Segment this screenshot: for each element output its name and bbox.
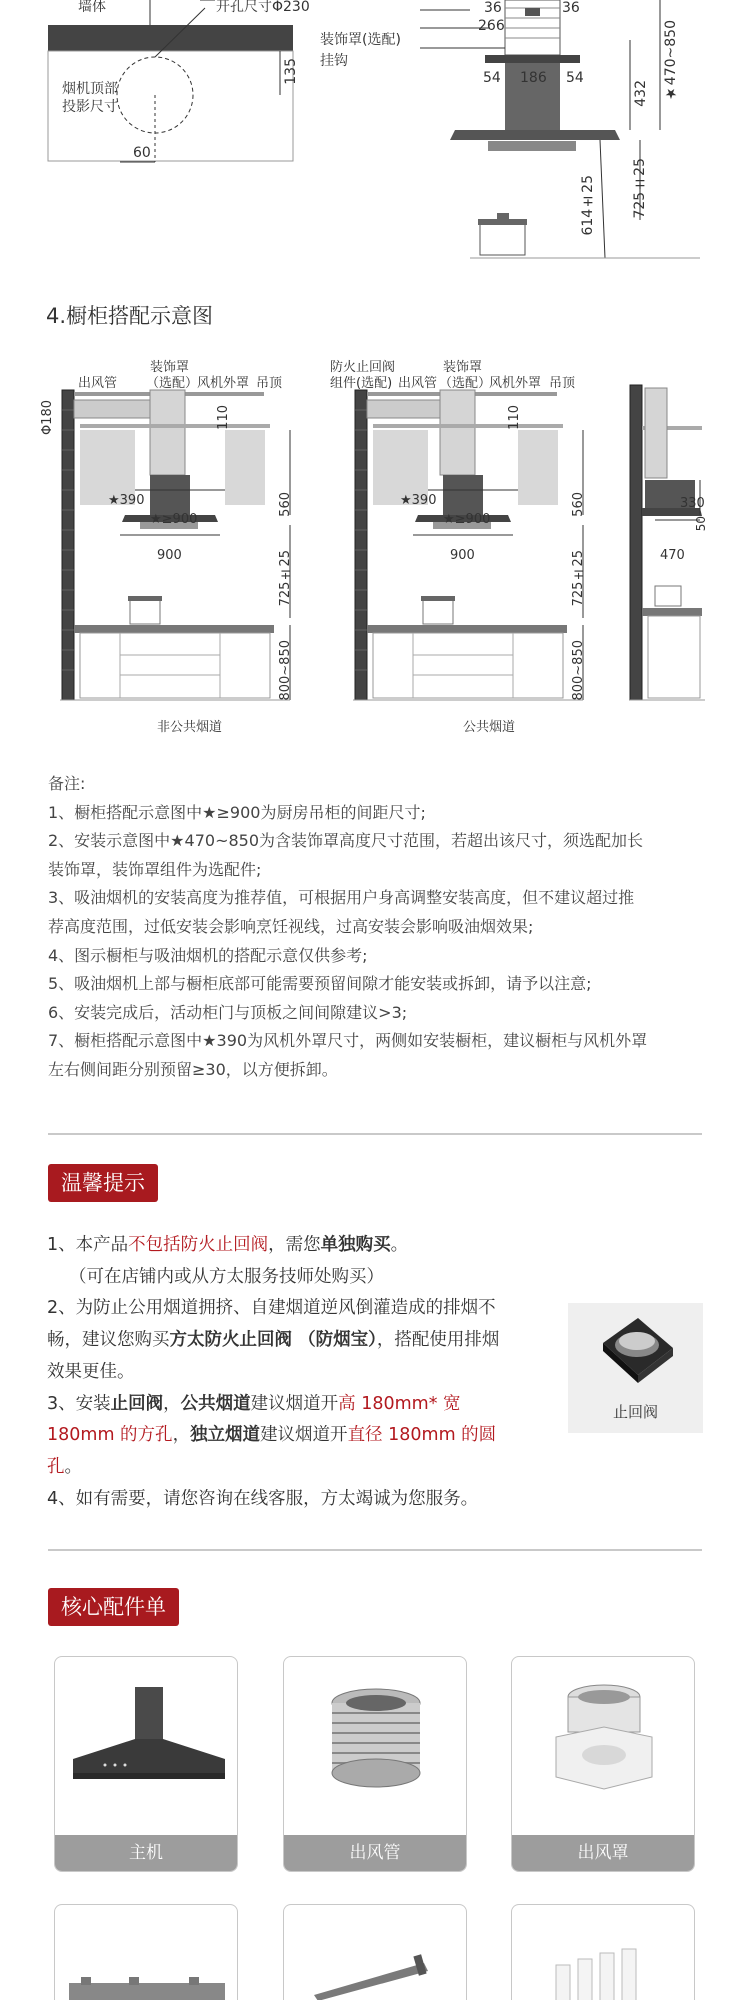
- check-valve-caption: 止回阀: [612, 1403, 658, 1421]
- screw-anchors-icon: [542, 1945, 666, 2000]
- tips-badge: 温馨提示: [48, 1164, 158, 1202]
- duct-hose-icon: [314, 1681, 438, 1801]
- cabinet-diagram-svg: [0, 350, 750, 740]
- note-line-4: 3、吸油烟机的安装高度为推荐值，可根据用户身高调整安装高度，但不建议超过推: [48, 888, 635, 908]
- left-ceiling-label: 吊顶: [256, 376, 283, 391]
- hanging-bar-icon: [304, 1945, 448, 2000]
- dim-614: 614±25: [580, 175, 596, 236]
- right-outlet-pipe-label: 出风管: [398, 376, 438, 391]
- right-cover-label-2: （选配）: [439, 376, 492, 391]
- right-dim-725: 725±25: [571, 550, 586, 607]
- left-caption: 非公共烟道: [157, 720, 223, 735]
- dim-36a: 36: [484, 0, 502, 16]
- notes-block: [48, 770, 703, 1085]
- section-title: 4.橱柜搭配示意图: [46, 304, 214, 328]
- tip-1-sub: （可在店铺内或从方太服务技师处购买）: [69, 1266, 384, 1287]
- dim-54b: 54: [566, 70, 584, 86]
- part-card-6[interactable]: [511, 1904, 695, 2000]
- right-dim-560: 560: [571, 492, 586, 517]
- dim-135: 135: [283, 58, 299, 85]
- right-dim-390: ★390: [400, 493, 437, 508]
- parts-badge: 核心配件单: [48, 1588, 179, 1626]
- left-phi180: Φ180: [40, 400, 55, 436]
- part-card-main-unit[interactable]: [54, 1656, 238, 1872]
- dim-725: 725±25: [632, 158, 648, 219]
- wall-label: 墙体: [78, 0, 106, 15]
- left-dim-900-star: ★≥900: [150, 512, 198, 527]
- fan-cover: [505, 55, 560, 130]
- hood-body: [450, 130, 620, 140]
- part-caption-main: 主机: [55, 1835, 237, 1871]
- note-line-1: 1、橱柜搭配示意图中★≥900为厨房吊柜的间距尺寸;: [48, 802, 426, 822]
- left-dim-900: 900: [157, 548, 182, 563]
- left-fan-cover-label: 风机外罩: [197, 376, 250, 391]
- range-hood-icon: [65, 1679, 229, 1809]
- wall-block: [48, 25, 293, 51]
- left-dim-725: 725±25: [278, 550, 293, 607]
- dim-470-850: ★470~850: [663, 20, 679, 102]
- side-dim-470: 470: [660, 548, 685, 563]
- part-caption-outlet-cover: 出风罩: [512, 1835, 694, 1871]
- note-line-6: 4、图示橱柜与吸油烟机的搭配示意仅供参考;: [48, 945, 368, 965]
- check-valve-icon: [593, 1313, 678, 1393]
- tip-1: 1、本产品不包括防火止回阀，需您单独购买。: [47, 1235, 409, 1255]
- right-valve-label-1: 防火止回阀: [330, 360, 396, 375]
- side-dim-330: 330: [680, 496, 705, 511]
- right-dim-900: 900: [450, 548, 475, 563]
- note-line-9: 7、橱柜搭配示意图中★390为风机外罩尺寸，两侧如安装橱柜，建议橱柜与风机外罩: [48, 1031, 648, 1051]
- dim-432: 432: [633, 80, 649, 107]
- outlet-cover-icon: [542, 1677, 666, 1807]
- tip-2: 2、为防止公用烟道拥挤、自建烟道逆风倒灌造成的排烟不畅，建议您购买方太防火止回阀 （防烟宝），搭配使用排烟效果更佳。: [47, 1298, 500, 1382]
- tips-block: [47, 1230, 507, 1515]
- dim-54a: 54: [483, 70, 501, 86]
- bracket-icon: [69, 1975, 225, 2000]
- left-dim-390: ★390: [108, 493, 145, 508]
- part-caption-duct: 出风管: [284, 1835, 466, 1871]
- part-card-5[interactable]: [283, 1904, 467, 2000]
- note-line-5: 荐高度范围，过低安装会影响烹饪视线，过高安装会影响吸油烟效果;: [48, 916, 534, 936]
- left-dim-800: 800~850: [278, 640, 293, 701]
- part-card-outlet-cover[interactable]: [511, 1656, 695, 1872]
- hook-label: 挂钩: [320, 53, 348, 69]
- pot-icon: [480, 223, 525, 255]
- notes-heading: 备注:: [48, 774, 86, 793]
- divider-2: [48, 1549, 702, 1551]
- divider-1: [48, 1133, 702, 1135]
- right-dim-110: 110: [507, 405, 522, 430]
- right-dim-900-star: ★≥900: [443, 512, 491, 527]
- dim-60: 60: [133, 145, 151, 161]
- tip-4: 4、如有需要，请您咨询在线客服，方太竭诚为您服务。: [47, 1488, 479, 1509]
- left-cover-label-1: 装饰罩: [150, 360, 190, 375]
- note-line-3: 装饰罩，装饰罩组件为选配件;: [48, 859, 262, 879]
- right-valve-label-2: 组件(选配): [330, 376, 393, 391]
- note-line-7: 5、吸油烟机上部与橱柜底部可能需要预留间隙才能安装或拆卸，请予以注意;: [48, 974, 592, 994]
- tip-1-highlight: 不包括防火止回阀: [128, 1235, 269, 1255]
- side-dim-50: 50: [694, 516, 708, 532]
- note-line-2: 2、安装示意图中★470~850为含装饰罩高度尺寸范围，若超出该尺寸，须选配加长: [48, 831, 644, 851]
- part-card-duct[interactable]: [283, 1656, 467, 1872]
- projection-label-2: 投影尺寸: [62, 99, 118, 115]
- check-valve-card: [568, 1303, 703, 1433]
- hole-size-label: 开孔尺寸Φ230: [216, 0, 310, 15]
- dim-186: 186: [520, 70, 547, 86]
- projection-label-1: 烟机顶部: [62, 81, 118, 97]
- dim-266: 266: [478, 18, 505, 34]
- part-card-4[interactable]: [54, 1904, 238, 2000]
- right-caption: 公共烟道: [463, 720, 516, 735]
- dim-36b: 36: [562, 0, 580, 16]
- tip-3: 3、安装止回阀，公共烟道建议烟道开高 180mm* 宽 180mm 的方孔，独立烟道建议烟道开直径 180mm 的圆孔。: [47, 1393, 497, 1477]
- right-ceiling-label: 吊顶: [549, 376, 576, 391]
- left-dim-110: 110: [216, 405, 231, 430]
- right-diagram: [353, 390, 583, 700]
- note-line-8: 6、安装完成后，活动柜门与顶板之间间隙建议>3;: [48, 1002, 408, 1022]
- left-dim-560: 560: [278, 492, 293, 517]
- right-fan-cover-label: 风机外罩: [489, 376, 542, 391]
- side-diagram: [630, 385, 705, 700]
- note-line-10: 左右侧间距分别预留≥30，以方便拆卸。: [48, 1059, 338, 1079]
- right-dim-800: 800~850: [571, 640, 586, 701]
- right-cover-label-1: 装饰罩: [443, 360, 483, 375]
- left-cover-label-2: （选配）: [146, 376, 199, 391]
- left-outlet-pipe-label: 出风管: [78, 376, 118, 391]
- cover-label: 装饰罩(选配): [320, 32, 401, 48]
- left-diagram: [60, 390, 290, 700]
